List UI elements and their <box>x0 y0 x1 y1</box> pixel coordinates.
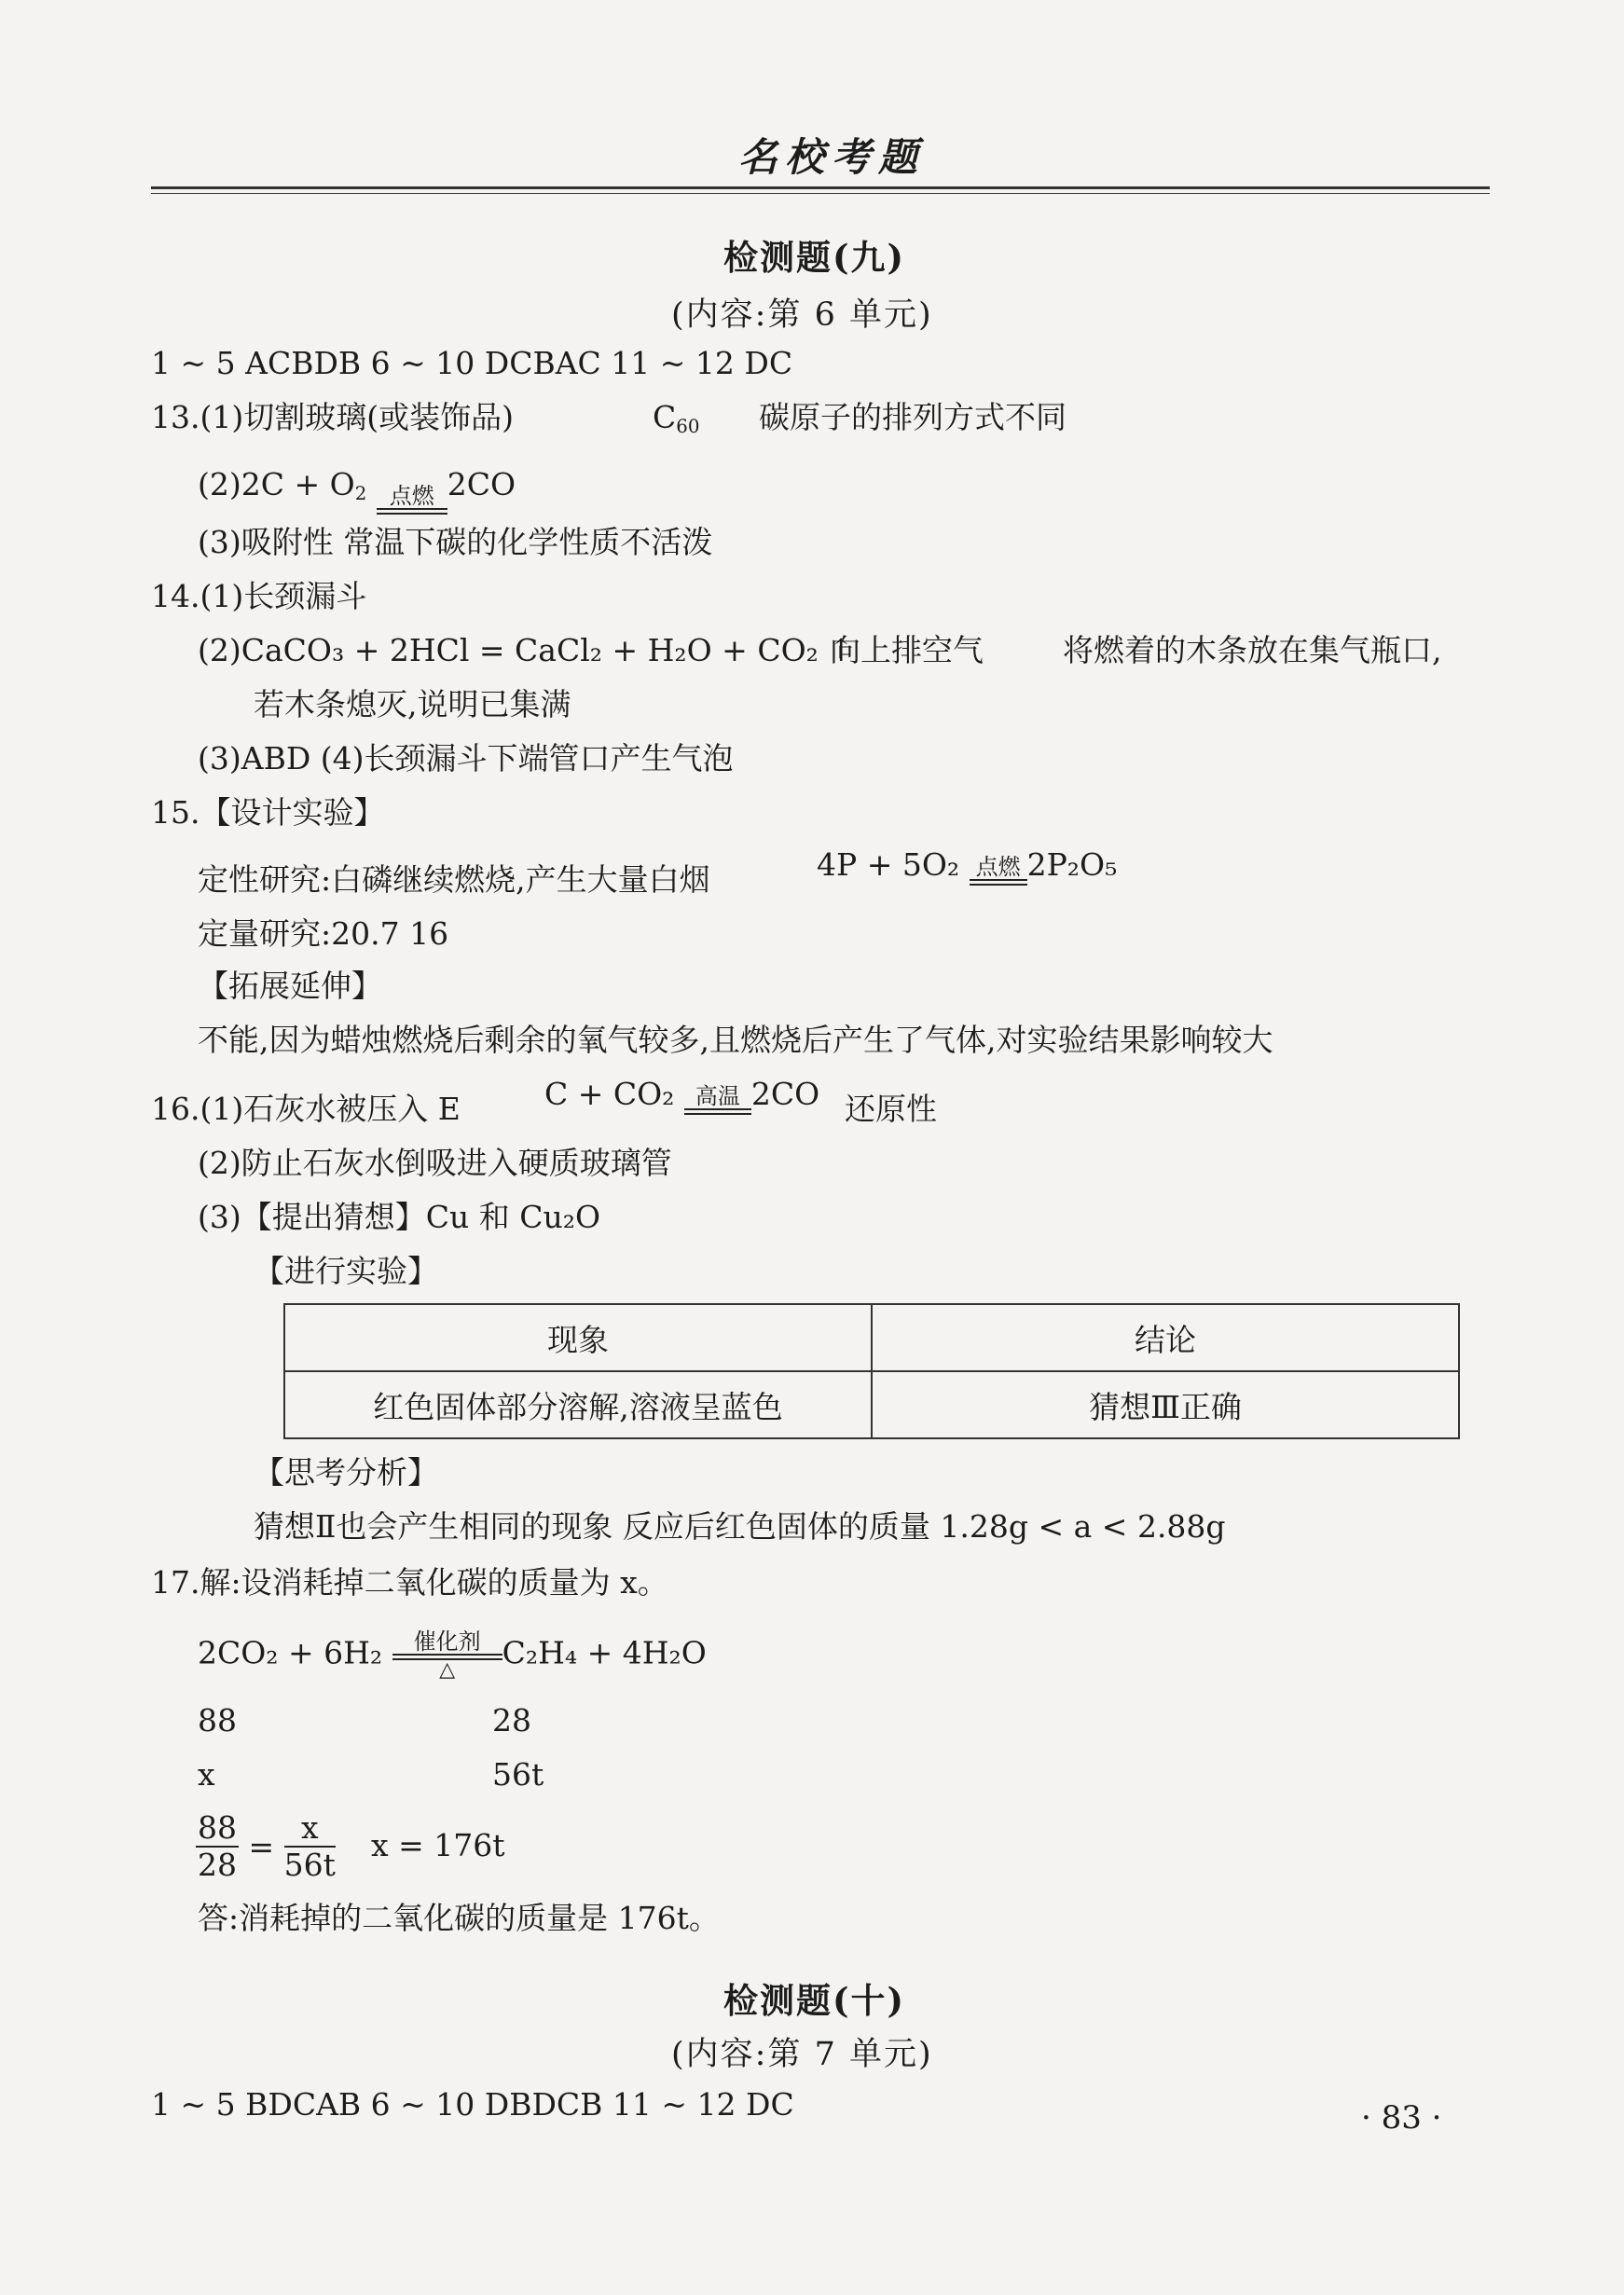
q13-part2-equation <box>198 464 516 515</box>
q16-property: 还原性 <box>845 1091 937 1127</box>
q14-part1: 14.(1)长颈漏斗 <box>151 578 367 614</box>
equation-left: C + CO₂ <box>544 1076 675 1112</box>
q16-part1: 16.(1)石灰水被压入 E <box>151 1091 461 1127</box>
section-subtitle: (内容:第 6 单元) <box>671 296 933 334</box>
q17-result: x = 176t <box>371 1827 505 1863</box>
q15-extension: 不能,因为蜡烛燃烧后剩余的氧气较多,且燃烧后产生了气体,对实验结果影响较大 <box>198 1022 1273 1058</box>
q17-answer: 答:消耗掉的二氧化碳的质量是 176t。 <box>198 1900 720 1936</box>
q17-known: 56t <box>492 1756 544 1793</box>
q17-mass-c2h4: 28 <box>492 1702 531 1738</box>
page-number: · 83 · <box>1361 2099 1442 2137</box>
table-cell: 猜想Ⅲ正确 <box>872 1371 1459 1438</box>
condition-text: 点燃 <box>389 482 434 509</box>
equation-right: C₂H₄ + 4H₂O <box>502 1634 707 1671</box>
fraction <box>284 1810 336 1883</box>
q13-part1 <box>151 397 514 438</box>
equation-left: 4P + 5O₂ <box>817 846 960 883</box>
o2-subscript: 2 <box>354 482 367 504</box>
q13-reason: 碳原子的排列方式不同 <box>759 399 1067 435</box>
condition-text: 高温 <box>695 1083 740 1109</box>
equals-bar <box>377 508 447 515</box>
q15-head: 15.【设计实验】 <box>151 794 385 831</box>
header-rule-thin <box>151 193 1490 194</box>
q14-part3: (3)ABD (4)长颈漏斗下端管口产生气泡 <box>198 740 734 776</box>
equation-left: 2CO₂ + 6H₂ <box>198 1634 383 1671</box>
denominator: 56t <box>283 1847 336 1883</box>
c60-text: C <box>653 399 677 435</box>
q14-check: 将燃着的木条放在集气瓶口, <box>1063 632 1442 668</box>
q13-part3: (3)吸附性 常温下碳的化学性质不活泼 <box>198 524 713 560</box>
fraction <box>196 1810 239 1883</box>
reaction-condition <box>970 855 1027 886</box>
equation-right: 2CO <box>750 1076 820 1112</box>
equals-bar <box>970 879 1027 886</box>
q16-experiment-head: 【进行实验】 <box>254 1253 438 1289</box>
q17-proportion: $\frac{88}{28}$ = $\frac{x}{56t}$ <box>198 1809 336 1883</box>
q15-equation <box>817 845 1117 886</box>
q15-quantitative: 定量研究:20.7 16 <box>198 915 449 952</box>
numerator: 88 <box>198 1809 237 1846</box>
reaction-condition <box>684 1084 751 1115</box>
q16-part3: (3)【提出猜想】Cu 和 Cu₂O <box>198 1199 601 1235</box>
q17-unknown: x <box>198 1756 215 1793</box>
q14-check-cont: 若木条熄灭,说明已集满 <box>254 686 571 722</box>
q16-equation <box>544 1074 819 1115</box>
equation-left: (2)2C + O <box>198 466 355 502</box>
q13-part1-text: 13.(1)切割玻璃(或装饰品) <box>151 399 514 435</box>
q17-mass-co2: 88 <box>198 1702 237 1738</box>
q15-qualitative: 定性研究:白磷继续燃烧,产生大量白烟 <box>198 861 710 898</box>
denominator: 28 <box>198 1847 237 1883</box>
c60-subscript: 60 <box>676 415 700 437</box>
choice-answers: 1 ~ 5 ACBDB 6 ~ 10 DCBAC 11 ~ 12 DC <box>151 345 793 381</box>
reaction-condition <box>377 484 447 515</box>
numerator: x <box>284 1810 336 1848</box>
q16-think: 猜想Ⅱ也会产生相同的现象 反应后红色固体的质量 1.28g < a < 2.88g <box>254 1508 1226 1545</box>
section-title: 检测题(十) <box>723 1980 906 2021</box>
table-header-row <box>284 1304 1459 1371</box>
table-header-cell: 结论 <box>872 1304 1459 1371</box>
choice-answers: 1 ~ 5 BDCAB 6 ~ 10 DBDCB 11 ~ 12 DC <box>151 2086 794 2123</box>
condition-text: 点燃 <box>975 854 1021 880</box>
result-table <box>283 1303 1460 1439</box>
header-title: 名校考题 <box>738 134 926 180</box>
q14-method: 向上排空气 <box>830 632 984 668</box>
section-title: 检测题(九) <box>723 237 906 278</box>
heat-symbol: △ <box>439 1658 456 1682</box>
q15-extension-head: 【拓展延伸】 <box>198 968 382 1004</box>
reaction-condition <box>392 1629 502 1681</box>
header-rule <box>151 186 1490 189</box>
section-subtitle: (内容:第 7 单元) <box>671 2036 933 2073</box>
equals-bar <box>684 1108 751 1115</box>
table-row <box>284 1371 1459 1438</box>
q17-head: 17.解:设消耗掉二氧化碳的质量为 x。 <box>151 1564 668 1601</box>
table-header-cell: 现象 <box>284 1304 872 1371</box>
condition-text: 催化剂 <box>413 1628 481 1655</box>
q16-part2: (2)防止石灰水倒吸进入硬质玻璃管 <box>198 1145 672 1181</box>
q16-think-head: 【思考分析】 <box>254 1454 438 1491</box>
table-cell: 红色固体部分溶解,溶液呈蓝色 <box>284 1371 872 1438</box>
q14-equation: (2)CaCO₃ + 2HCl = CaCl₂ + H₂O + CO₂ ↑ <box>198 632 854 668</box>
equation-right: 2P₂O₅ <box>1026 846 1118 883</box>
q17-equation <box>198 1629 707 1681</box>
equation-right: 2CO <box>447 466 516 502</box>
q13-c60 <box>653 397 699 447</box>
